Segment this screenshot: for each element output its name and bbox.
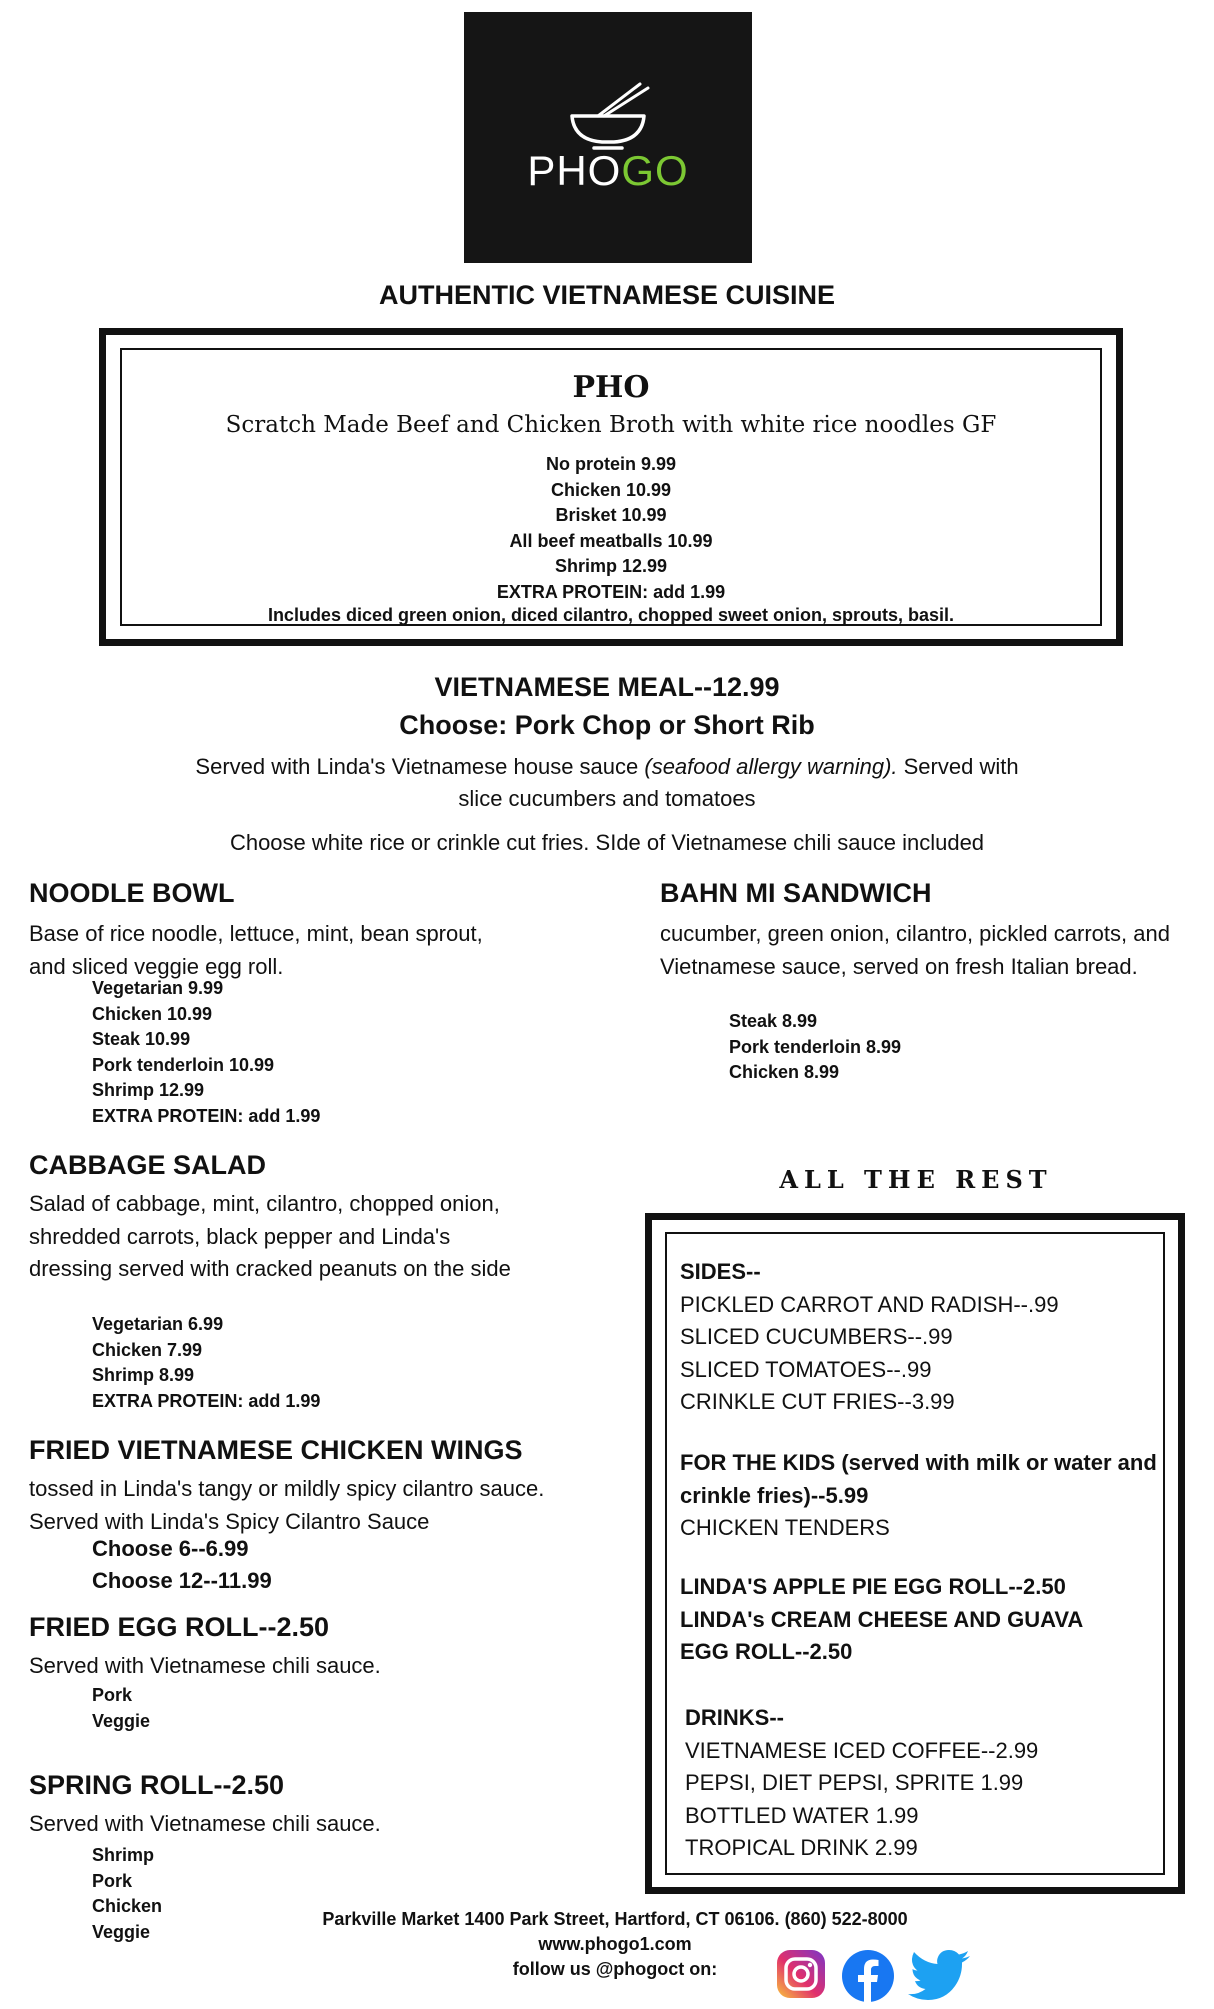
all-the-rest-title: ALL THE REST [779, 1165, 1053, 1194]
list-item: Chicken 8.99 [729, 1062, 840, 1082]
logo-word-go: GO [621, 147, 689, 194]
list-item: Choose 6--6.99 [92, 1536, 249, 1561]
egg-roll-desc: Served with Vietnamese chili sauce. [29, 1653, 381, 1678]
list-item: Pork tenderloin 10.99 [92, 1054, 275, 1075]
pho-price-list [122, 452, 1100, 605]
logo-word-pho: PHO [527, 147, 622, 194]
egg-roll-items [92, 1683, 150, 1734]
pho-price-item: Brisket 10.99 [555, 505, 667, 525]
list-item: Pork tenderloin 8.99 [729, 1036, 902, 1057]
pho-price-item: All beef meatballs 10.99 [509, 530, 713, 551]
list-item: BOTTLED WATER 1.99 [685, 1802, 919, 1828]
bahn-mi-desc: cucumber, green onion, cilantro, pickled carrots, and Vietnamese sauce, served on fresh Italian bread. [660, 921, 1170, 979]
bahn-mi-items [729, 1009, 901, 1086]
list-item: SLICED TOMATOES--.99 [680, 1356, 932, 1382]
kids-section [680, 1447, 1180, 1545]
pho-title: PHO [572, 370, 650, 405]
list-item: Veggie [92, 1710, 151, 1731]
pho-price-item: No protein 9.99 [545, 454, 677, 474]
list-item: Pork [92, 1685, 133, 1705]
spring-roll-title: SPRING ROLL--2.50 [29, 1770, 285, 1800]
list-item: Veggie [92, 1921, 151, 1942]
logo-wordmark [464, 147, 752, 195]
list-item: Vegetarian 9.99 [92, 978, 224, 998]
spring-roll-desc: Served with Vietnamese chili sauce. [29, 1811, 381, 1836]
noodle-bowl-items [92, 976, 320, 1129]
footer-website[interactable]: www.phogo1.com [538, 1934, 692, 1954]
list-item: SLICED CUCUMBERS--.99 [680, 1324, 953, 1349]
meal-title: VIETNAMESE MEAL--12.99 [434, 672, 780, 702]
list-item: Chicken 10.99 [92, 1003, 213, 1024]
list-item: LINDA's CREAM CHEESE AND GUAVA EGG ROLL--2.50 [680, 1606, 1083, 1664]
tagline: AUTHENTIC VIETNAMESE CUISINE [378, 280, 836, 310]
drinks-title: DRINKS-- [685, 1705, 784, 1730]
meal-desc-part: Served with slice cucumbers and tomatoes [458, 754, 1019, 811]
all-the-rest-box [645, 1213, 1185, 1894]
noodle-bowl-desc: Base of rice noodle, lettuce, mint, bean sprout, and sliced veggie egg roll. [29, 921, 483, 979]
instagram-icon[interactable] [775, 1948, 827, 2005]
meal-allergy-warning: (seafood allergy warning). [644, 754, 898, 779]
sides-title: SIDES-- [680, 1259, 761, 1284]
list-item: Steak 8.99 [729, 1011, 818, 1031]
meal-description-2: Choose white rice or crinkle cut fries. SIde of Vietnamese chili sauce included [229, 830, 985, 855]
pho-price-item: Chicken 10.99 [550, 479, 672, 500]
list-item: LINDA'S APPLE PIE EGG ROLL--2.50 [680, 1574, 1066, 1599]
list-item: EXTRA PROTEIN: add 1.99 [92, 1105, 321, 1126]
list-item: Vegetarian 6.99 [92, 1314, 224, 1334]
list-item: Pork [92, 1870, 133, 1891]
vietnamese-meal-section [0, 668, 1214, 859]
list-item: CHICKEN TENDERS [680, 1515, 890, 1540]
all-the-rest-box-inner [665, 1232, 1165, 1875]
list-item: PICKLED CARROT AND RADISH--.99 [680, 1291, 1059, 1317]
list-item: PEPSI, DIET PEPSI, SPRITE 1.99 [685, 1770, 1024, 1795]
logo [464, 12, 752, 263]
wings-desc: tossed in Linda's tangy or mildly spicy cilantro sauce. Served with Linda's Spicy Cilantro Sauce [29, 1476, 545, 1534]
drinks-section [685, 1702, 1175, 1865]
list-item: Shrimp 12.99 [92, 1080, 205, 1100]
egg-roll-title: FRIED EGG ROLL--2.50 [29, 1612, 330, 1642]
meal-choose: Choose: Pork Chop or Short Rib [399, 710, 815, 740]
list-item: EXTRA PROTEIN: add 1.99 [92, 1390, 321, 1411]
list-item: Shrimp 8.99 [92, 1365, 195, 1385]
list-item: VIETNAMESE ICED COFFEE--2.99 [685, 1737, 1039, 1763]
noodle-bowl-icon [558, 80, 658, 150]
list-item: Steak 10.99 [92, 1029, 191, 1049]
list-item: TROPICAL DRINK 2.99 [685, 1835, 918, 1860]
pho-box [99, 328, 1123, 646]
meal-desc-part: Served with Linda's Vietnamese house sauce [195, 754, 645, 779]
desserts-section [680, 1571, 1120, 1669]
footer-address: Parkville Market 1400 Park Street, Hartford, CT 06106. (860) 522-8000 [322, 1909, 908, 1929]
pho-includes: Includes diced green onion, diced cilantro, chopped sweet onion, sprouts, basil. [267, 605, 955, 625]
pho-price-item: Shrimp 12.99 [554, 556, 668, 576]
meal-description [177, 751, 1037, 815]
wings-title: FRIED VIETNAMESE CHICKEN WINGS [29, 1435, 523, 1465]
sides-section [680, 1256, 1170, 1419]
spring-roll-items [92, 1843, 162, 1945]
noodle-bowl-title: NOODLE BOWL [29, 878, 235, 908]
wings-items [92, 1533, 272, 1597]
pho-box-inner [120, 348, 1102, 626]
list-item: Choose 12--11.99 [92, 1568, 272, 1593]
pho-subtitle: Scratch Made Beef and Chicken Broth with white rice noodles GF [225, 412, 997, 438]
list-item: Shrimp [92, 1845, 155, 1865]
cabbage-salad-desc: Salad of cabbage, mint, cilantro, chopped onion, shredded carrots, black pepper and Linda's dressing served with cracked peanuts on the side [29, 1191, 511, 1281]
kids-title: FOR THE KIDS (served with milk or water and crinkle fries)--5.99 [680, 1450, 1157, 1508]
cabbage-salad-title: CABBAGE SALAD [29, 1150, 267, 1180]
list-item: Chicken 7.99 [92, 1339, 203, 1360]
list-item: Chicken [92, 1896, 163, 1916]
cabbage-salad-items [92, 1312, 320, 1414]
bahn-mi-title: BAHN MI SANDWICH [660, 878, 932, 908]
footer-follow: follow us @phogoct on: [512, 1959, 718, 1979]
list-item: CRINKLE CUT FRIES--3.99 [680, 1389, 955, 1414]
pho-price-item: EXTRA PROTEIN: add 1.99 [496, 581, 726, 602]
